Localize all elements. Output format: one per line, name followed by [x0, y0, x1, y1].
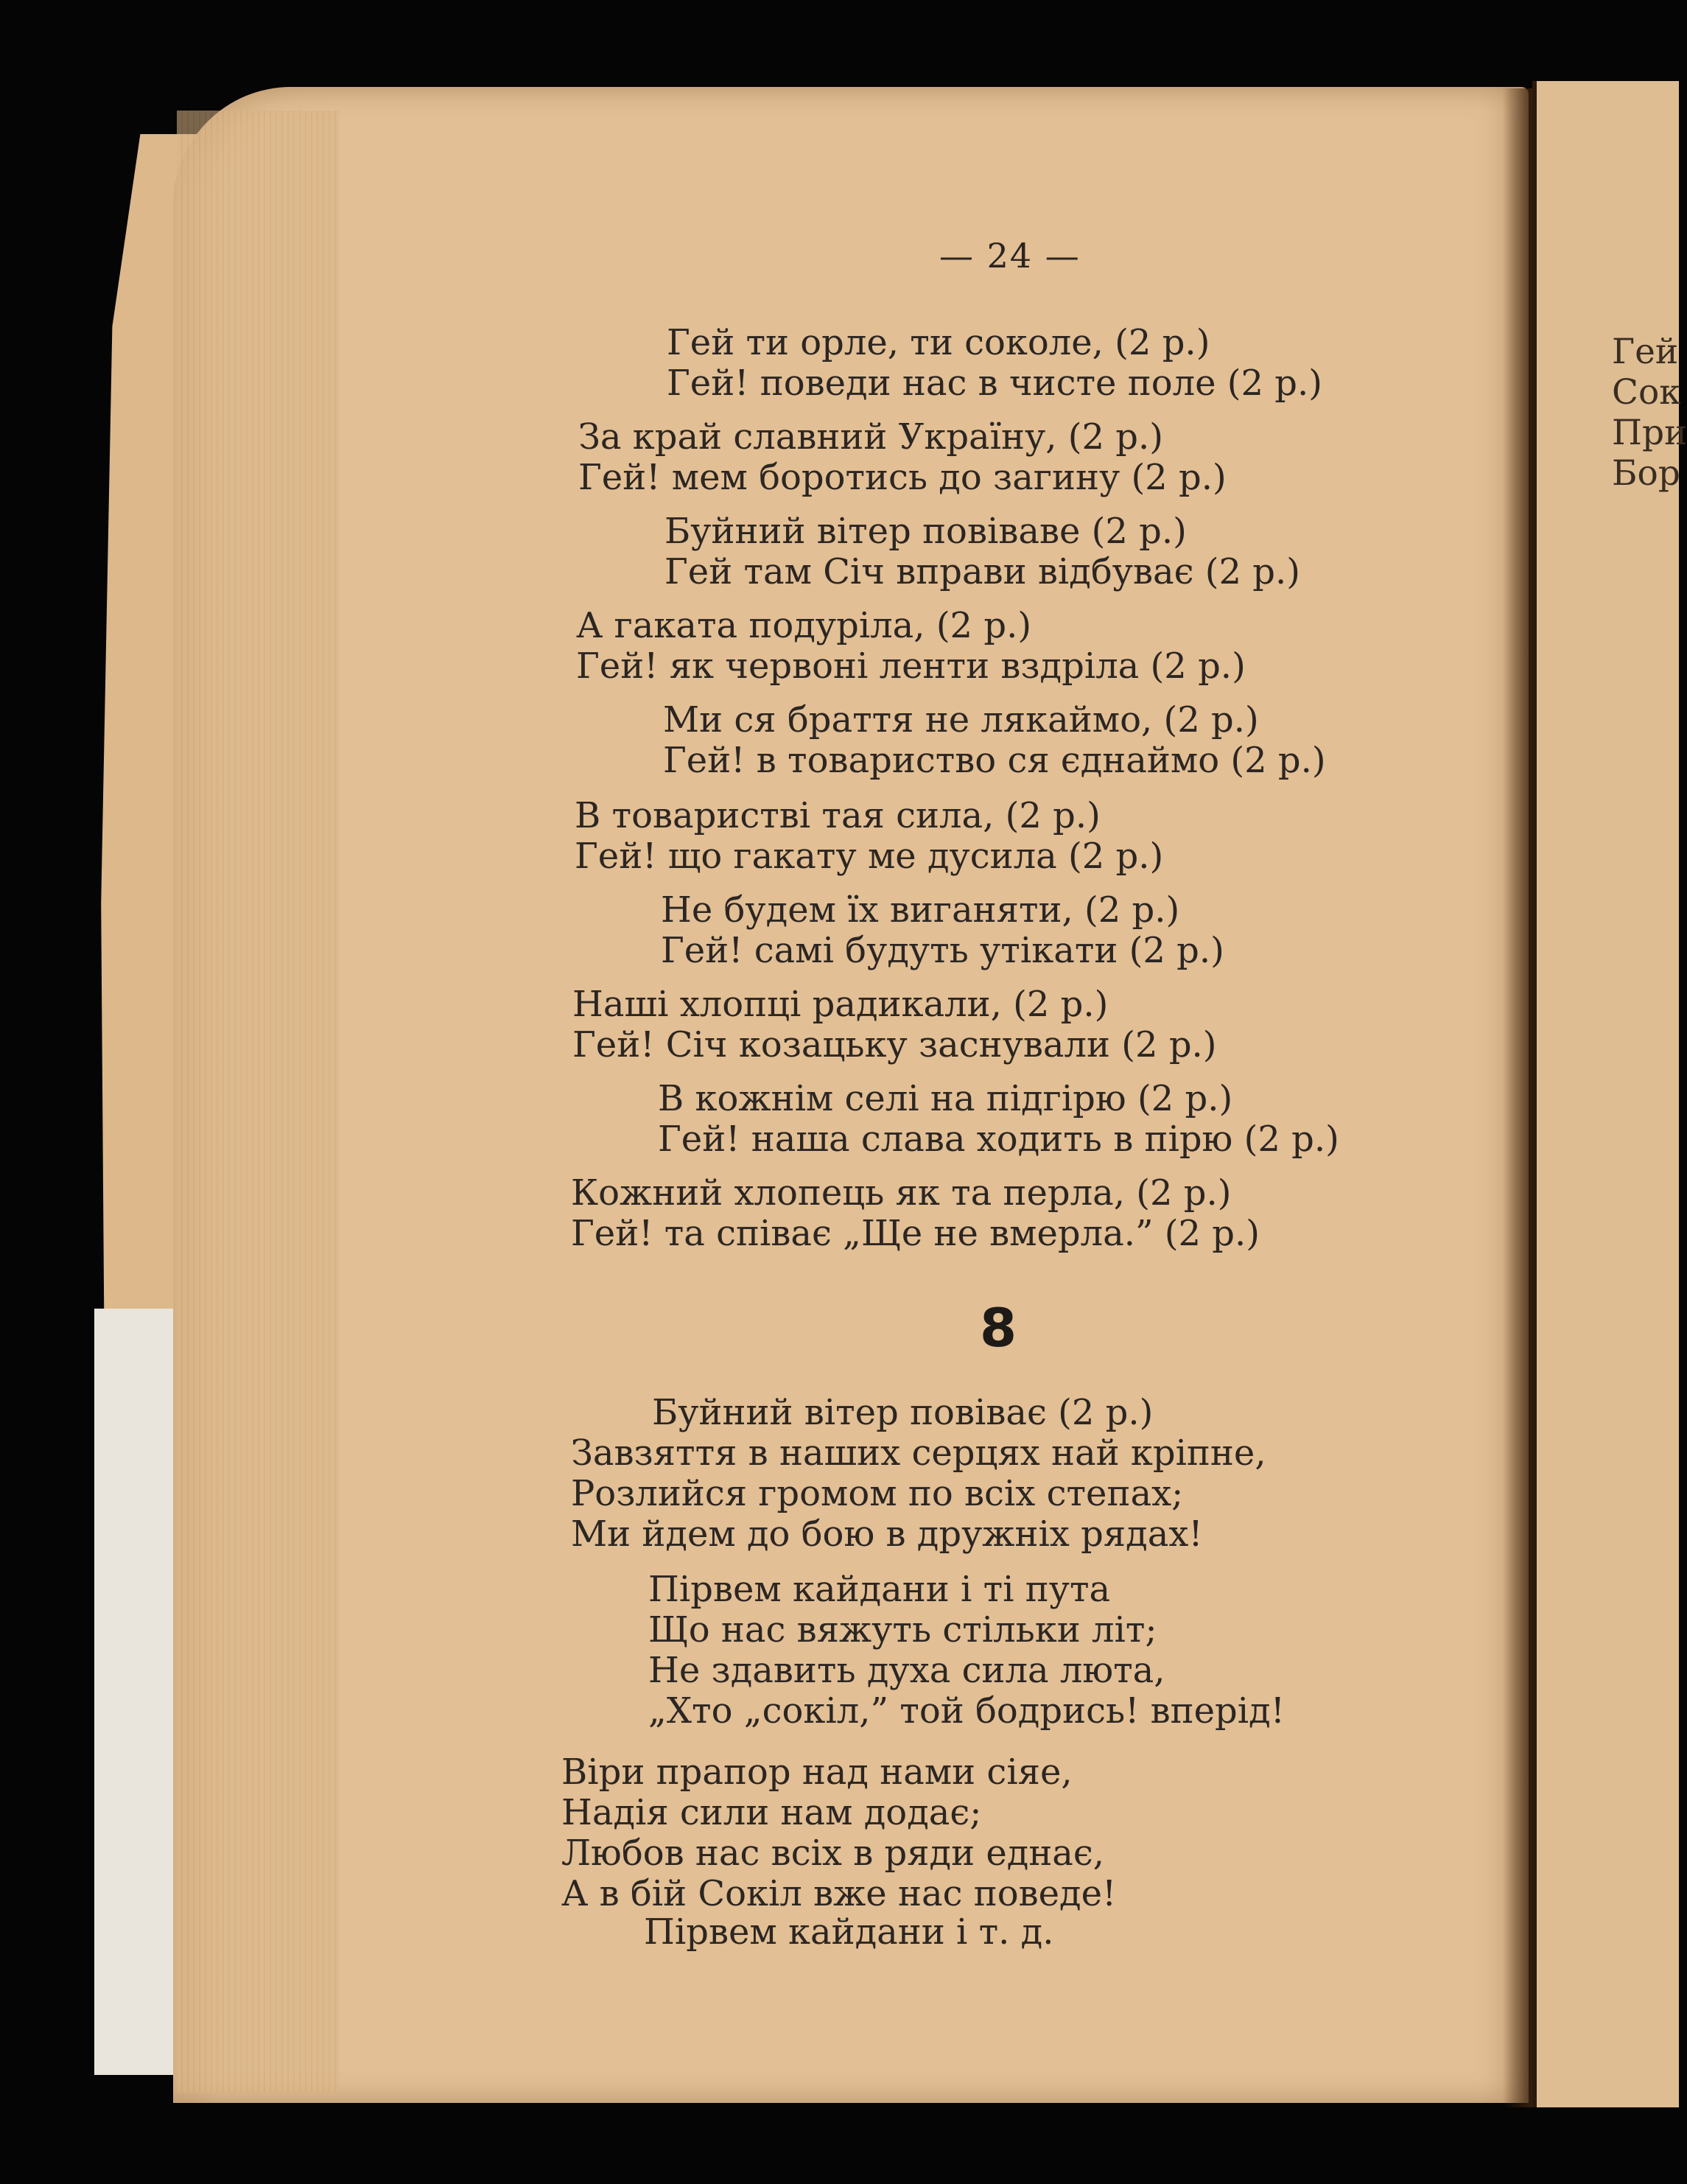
- stanza: [575, 796, 1163, 877]
- verse-line: А в бій Сокіл вже нас поведе!: [561, 1873, 1117, 1914]
- verse-line: Ми йдем до бою в дружніх рядах!: [571, 1513, 1203, 1555]
- stanza: [571, 1173, 1260, 1254]
- verse-line: Ми ся браття не лякаймо, (2 р.): [663, 699, 1259, 741]
- verse-line: „Хто „сокіл,” той бодрись! вперід!: [648, 1690, 1285, 1732]
- next-page-fragment: Бор: [1612, 453, 1680, 494]
- verse-line: Не будем їх виганяти, (2 р.): [661, 889, 1180, 931]
- stanza: [561, 1752, 1116, 1914]
- song-number: 8: [980, 1297, 1017, 1359]
- verse-line: А гаката подуріла, (2 р.): [576, 605, 1032, 646]
- verse-line: Гей! що гакату ме дусила (2 р.): [575, 836, 1164, 877]
- verse-line: В кожнім селі на підгірю (2 р.): [658, 1078, 1233, 1119]
- stanza: [667, 323, 1322, 404]
- stanza: [644, 1912, 1053, 1953]
- verse-line: Буйний вітер повіваве (2 р.): [664, 511, 1187, 552]
- verse-line: Любов нас всіх в ряди еднає,: [561, 1833, 1105, 1874]
- verse-line: Гей! мем боротись до загину (2 р.): [578, 457, 1227, 498]
- verse-line: Надія сили нам додає;: [561, 1792, 982, 1833]
- next-page-fragment: Гей: [1612, 332, 1679, 372]
- next-page-fragment: Сок: [1612, 372, 1681, 413]
- stanza: [658, 1079, 1339, 1160]
- verse-line: Розлийся громом по всіх степах;: [571, 1473, 1184, 1514]
- verse-line: Гей там Січ вправи відбуває (2 р.): [664, 551, 1300, 592]
- verse-line: Гей! самі будуть утікати (2 р.): [661, 930, 1224, 971]
- verse-line: Кожний хлопець як та перла, (2 р.): [571, 1172, 1232, 1214]
- verse-line: Наші хлопці радикали, (2 р.): [572, 984, 1109, 1025]
- verse-line: Буйний вітер повіває (2 р.): [652, 1392, 1154, 1433]
- verse-line: Гей! наша слава ходить в пірю (2 р.): [658, 1119, 1339, 1160]
- stanza: [572, 984, 1217, 1065]
- verse-line: Пірвем кайдани і ті пута: [648, 1569, 1111, 1610]
- stanza: [661, 890, 1224, 971]
- stanza: [578, 417, 1227, 498]
- next-page-text: [1612, 332, 1687, 494]
- verse-line: Гей! та співає „Ще не вмерла.” (2 р.): [571, 1213, 1260, 1254]
- verse-line: В товаристві тая сила, (2 р.): [575, 795, 1101, 836]
- book-gutter: [1503, 88, 1532, 2107]
- page-edges: [177, 111, 339, 2093]
- verse-line: Завзяття в наших серцях най кріпне,: [571, 1432, 1266, 1474]
- verse-line: Віри прапор над нами сіяе,: [561, 1751, 1073, 1793]
- verse-line: Не здавить духа сила люта,: [648, 1650, 1165, 1691]
- stanza: [576, 606, 1246, 687]
- verse-line: Гей! в товариство ся єднаймо (2 р.): [663, 740, 1326, 781]
- verse-line: Гей! Січ козацьку заснували (2 р.): [572, 1024, 1217, 1065]
- page-number: — 24 —: [939, 236, 1081, 276]
- stanza: [648, 1569, 1285, 1732]
- verse-line: Пірвем кайдани і т. д.: [644, 1911, 1054, 1953]
- stanza: [663, 700, 1326, 781]
- verse-line: Гей! як червоні ленти вздріла (2 р.): [576, 645, 1246, 687]
- verse-line: Гей ти орле, ти соколе, (2 р.): [667, 322, 1210, 363]
- stanza: [664, 511, 1300, 592]
- stanza: [571, 1393, 1266, 1555]
- verse-line: За край славний Україну, (2 р.): [578, 416, 1163, 458]
- verse-line: Гей! поведи нас в чисте поле (2 р.): [667, 363, 1322, 404]
- next-page-fragment: При: [1612, 413, 1687, 453]
- verse-line: Що нас вяжуть стільки літ;: [648, 1609, 1157, 1651]
